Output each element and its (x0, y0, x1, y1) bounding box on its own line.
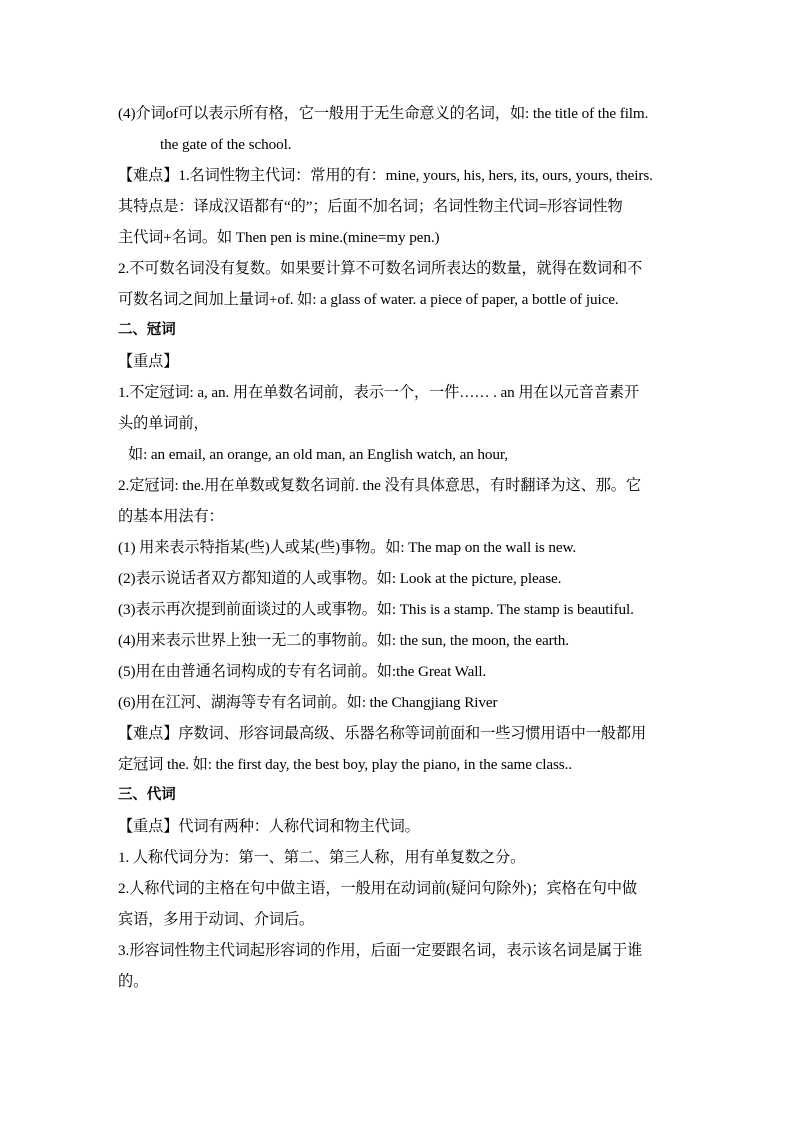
text-line: 2.人称代词的主格在句中做主语，一般用在动词前(疑问句除外)；宾格在句中做 (118, 880, 637, 897)
text-line: (2)表示说话者双方都知道的人或事物。如: Look at the picture, please. (118, 570, 562, 587)
text-line: (1) 用来表示特指某(些)人或某(些)事物。如: The map on the wall is new. (118, 539, 577, 556)
text-line: (4)介词of可以表示所有格，它一般用于无生命意义的名词，如: the title of the film. (118, 105, 649, 122)
text-line: 如: an email, an orange, an old man, an English watch, an hour, (128, 446, 508, 463)
text-line: (6)用在江河、湖海等专有名词前。如: the Changjiang River (118, 694, 498, 711)
section-heading: 三、代词 (118, 787, 176, 803)
text-line: 头的单词前， (118, 415, 209, 432)
document-body (118, 98, 682, 997)
text-line: (5)用在由普通名词构成的专有名词前。如:the Great Wall. (118, 663, 487, 680)
text-line: 【重点】 (118, 353, 179, 370)
text-line: 其特点是：译成汉语都有“的”；后面不加名词；名词性物主代词=形容词性物 (118, 198, 623, 215)
text-line: 定冠词 the. 如: the first day, the best boy, play the piano, in the same class.. (118, 756, 572, 773)
text-line: 1. 人称代词分为：第一、第二、第三人称，用有单复数之分。 (118, 849, 526, 866)
text-line: 3.形容词性物主代词起形容词的作用，后面一定要跟名词，表示该名词是属于谁 (118, 942, 643, 959)
text-line: 【难点】1.名词性物主代词：常用的有：mine, yours, his, hers, its, ours, yours, theirs. (118, 167, 653, 184)
text-line: 的基本用法有： (118, 508, 224, 525)
text-line: 主代词+名词。如 Then pen is mine.(mine=my pen.) (118, 229, 440, 246)
text-line: (4)用来表示世界上独一无二的事物前。如: the sun, the moon, the earth. (118, 632, 569, 649)
text-line: 可数名词之间加上量词+of. 如: a glass of water. a piece of paper, a bottle of juice. (118, 291, 619, 308)
text-line: (3)表示再次提到前面谈过的人或事物。如: This is a stamp. The stamp is beautiful. (118, 601, 634, 618)
text-line: 2.不可数名词没有复数。如果要计算不可数名词所表达的数量，就得在数词和不 (118, 260, 643, 277)
text-line: 的。 (118, 973, 149, 990)
text-line: 宾语，多用于动词、介词后。 (118, 911, 315, 928)
text-line: 2.定冠词: the.用在单数或复数名词前. the 没有具体意思，有时翻译为这、那。它 (118, 477, 641, 494)
text-line: the gate of the school. (160, 136, 292, 153)
section-heading: 二、冠词 (118, 322, 176, 338)
text-line: 【重点】代词有两种：人称代词和物主代词。 (118, 818, 420, 835)
text-line: 【难点】序数词、形容词最高级、乐器名称等词前面和一些习惯用语中一般都用 (118, 725, 647, 742)
text-line: 1.不定冠词: a, an. 用在单数名词前，表示一个，一件…… . an 用在以元音音素开 (118, 384, 640, 401)
